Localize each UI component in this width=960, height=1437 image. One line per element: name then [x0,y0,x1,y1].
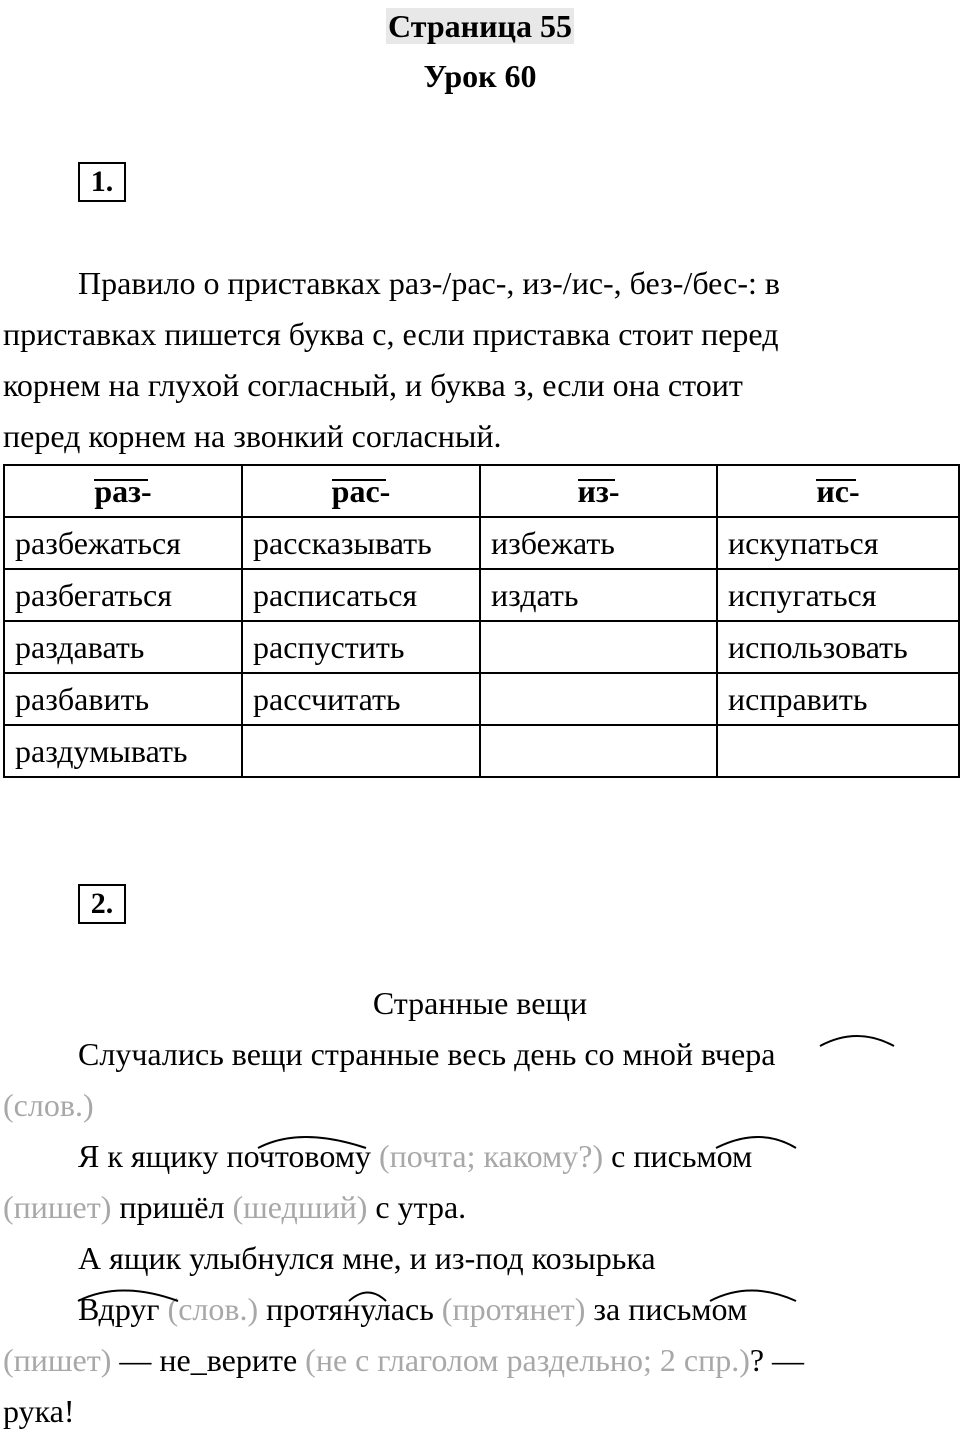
root-arc-mark [710,1291,796,1302]
lesson-title: Урок 60 [423,58,537,94]
table-cell: разбежаться [4,517,242,569]
root-arc-mark [349,1293,386,1302]
table-cell: искупаться [717,517,959,569]
table-cell: расписаться [242,569,480,621]
rule-line-4: перед корнем на звонкий согласный. [3,418,502,454]
poem-word: Вдруг [78,1291,160,1327]
poem-word: пришёл [119,1189,225,1225]
poem-word: с письмом [611,1138,753,1174]
prefix-mark: раз- [94,472,152,509]
table-cell: раздавать [4,621,242,673]
table-cell: испугаться [717,569,959,621]
poem-note: (пишет) [3,1342,112,1378]
root-arc-mark [78,1291,178,1302]
poem-line-1: Случались вещи странные весь день со мной вчера [78,1036,776,1072]
table-cell: рассказывать [242,517,480,569]
poem-note: (не с глаголом раздельно; 2 спр.) [305,1342,750,1378]
table-cell: издать [480,569,717,621]
poem-note: (пишет) [3,1189,112,1225]
table-cell: раздумывать [4,725,242,777]
poem-title: Странные вещи [372,985,588,1021]
prefix-mark: рас- [331,472,391,509]
poem-word: — не_верите [119,1342,298,1378]
table-cell: рассчитать [242,673,480,725]
poem-note: (почта; какому?) [378,1138,604,1174]
rule-line-3: корнем на глухой согласный, и буква з, если она стоит [3,367,743,403]
poem-note: (слов.) [167,1291,259,1327]
poem-word: протянулась [266,1291,434,1327]
task-number-1: 1. [78,162,126,202]
table-cell: разбавить [4,673,242,725]
poem-note: (слов.) [3,1087,94,1123]
table-cell: распустить [242,621,480,673]
prefix-mark: из- [577,472,620,509]
rule-line-2: приставках пишется буква с, если приставка стоит перед [3,316,779,352]
page-number: Страница 55 [388,8,572,44]
poem-word: ? — [749,1342,805,1378]
prefix-mark: ис- [816,472,860,509]
poem-line-4: А ящик улыбнулся мне, и из-под козырька [78,1240,656,1276]
root-arc-mark [258,1137,366,1148]
table-cell: избежать [480,517,717,569]
rule-line-1: Правило о приставках раз-/рас-, из-/ис-, без-/бес-: в [78,265,781,301]
table-cell: разбегаться [4,569,242,621]
poem-note: (шедший) [232,1189,368,1225]
root-arc-mark [716,1137,796,1148]
root-arc-mark [820,1036,894,1046]
task-number-2: 2. [78,884,126,924]
poem-note: (протянет) [441,1291,586,1327]
table-cell: исправить [717,673,959,725]
poem-word: за письмом [593,1291,748,1327]
table-cell: использовать [717,621,959,673]
poem-line-7: рука! [3,1393,75,1429]
poem-word: с утра. [375,1189,467,1225]
poem-word: Я к ящику почтовому [78,1138,371,1174]
